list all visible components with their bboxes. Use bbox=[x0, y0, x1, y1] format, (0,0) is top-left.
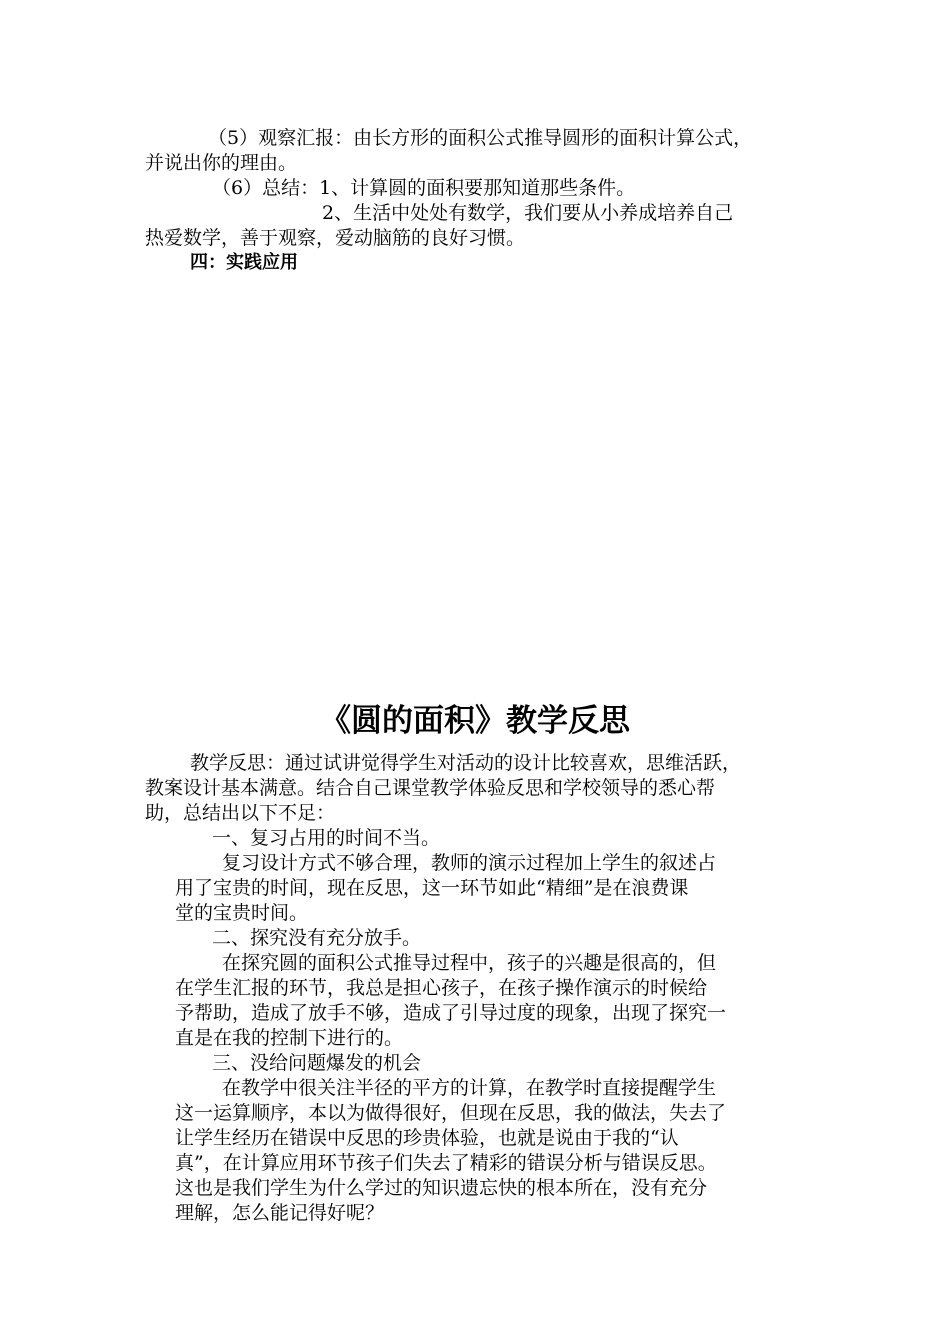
paragraph-line: 2、生活中处处有数学，我们要从小养成培养自己 bbox=[322, 202, 734, 224]
paragraph-line: 在探究圆的面积公式推导过程中，孩子的兴趣是很高的，但 bbox=[222, 952, 717, 974]
paragraph-line: 复习设计方式不够合理，教师的演示过程加上学生的叙述占 bbox=[222, 852, 717, 874]
paragraph-line: （5）观察汇报：由长方形的面积公式推导圆形的面积计算公式， bbox=[208, 127, 753, 149]
point-heading: 一、复习占用的时间不当。 bbox=[212, 827, 441, 849]
paragraph-line: 助，总结出以下不足： bbox=[145, 802, 336, 824]
point-heading: 二、探究没有充分放手。 bbox=[212, 927, 422, 949]
paragraph-line: 用了宝贵的时间，现在反思，这一环节如此“精细”是在浪费课 bbox=[175, 877, 689, 899]
paragraph-line: 热爱数学，善于观察，爱动脑筋的良好习惯。 bbox=[145, 227, 526, 249]
paragraph-line: 这也是我们学生为什么学过的知识遗忘快的根本所在，没有充分 bbox=[175, 1177, 708, 1199]
paragraph-line: （6）总结：1、计算圆的面积要那知道那些条件。 bbox=[212, 177, 636, 199]
document-title: 《圆的面积》教学反思 bbox=[320, 703, 630, 739]
point-heading: 三、没给问题爆发的机会 bbox=[212, 1052, 422, 1074]
paragraph-line: 真”，在计算应用环节孩子们失去了精彩的错误分析与错误反思。 bbox=[175, 1152, 717, 1174]
paragraph-line: 并说出你的理由。 bbox=[145, 152, 298, 174]
paragraph-line: 教案设计基本满意。结合自己课堂教学体验反思和学校领导的悉心帮 bbox=[145, 777, 716, 799]
paragraph-line: 在教学中很关注半径的平方的计算，在教学时直接提醒学生 bbox=[222, 1077, 717, 1099]
paragraph-line: 教学反思：通过试讲觉得学生对活动的设计比较喜欢，思维活跃， bbox=[190, 752, 742, 774]
paragraph-line: 让学生经历在错误中反思的珍贵体验，也就是说由于我的“认 bbox=[175, 1127, 679, 1149]
paragraph-line: 予帮助，造成了放手不够，造成了引导过度的现象，出现了探究一 bbox=[175, 1002, 727, 1024]
paragraph-line: 理解，怎么能记得好呢？ bbox=[175, 1202, 385, 1224]
paragraph-line: 这一运算顺序，本以为做得很好，但现在反思，我的做法，失去了 bbox=[175, 1102, 727, 1124]
paragraph-line: 直是在我的控制下进行的。 bbox=[175, 1027, 404, 1049]
paragraph-line: 堂的宝贵时间。 bbox=[175, 902, 309, 924]
section-heading: 四：实践应用 bbox=[190, 252, 298, 273]
paragraph-line: 在学生汇报的环节，我总是担心孩子，在孩子操作演示的时候给 bbox=[175, 977, 708, 999]
